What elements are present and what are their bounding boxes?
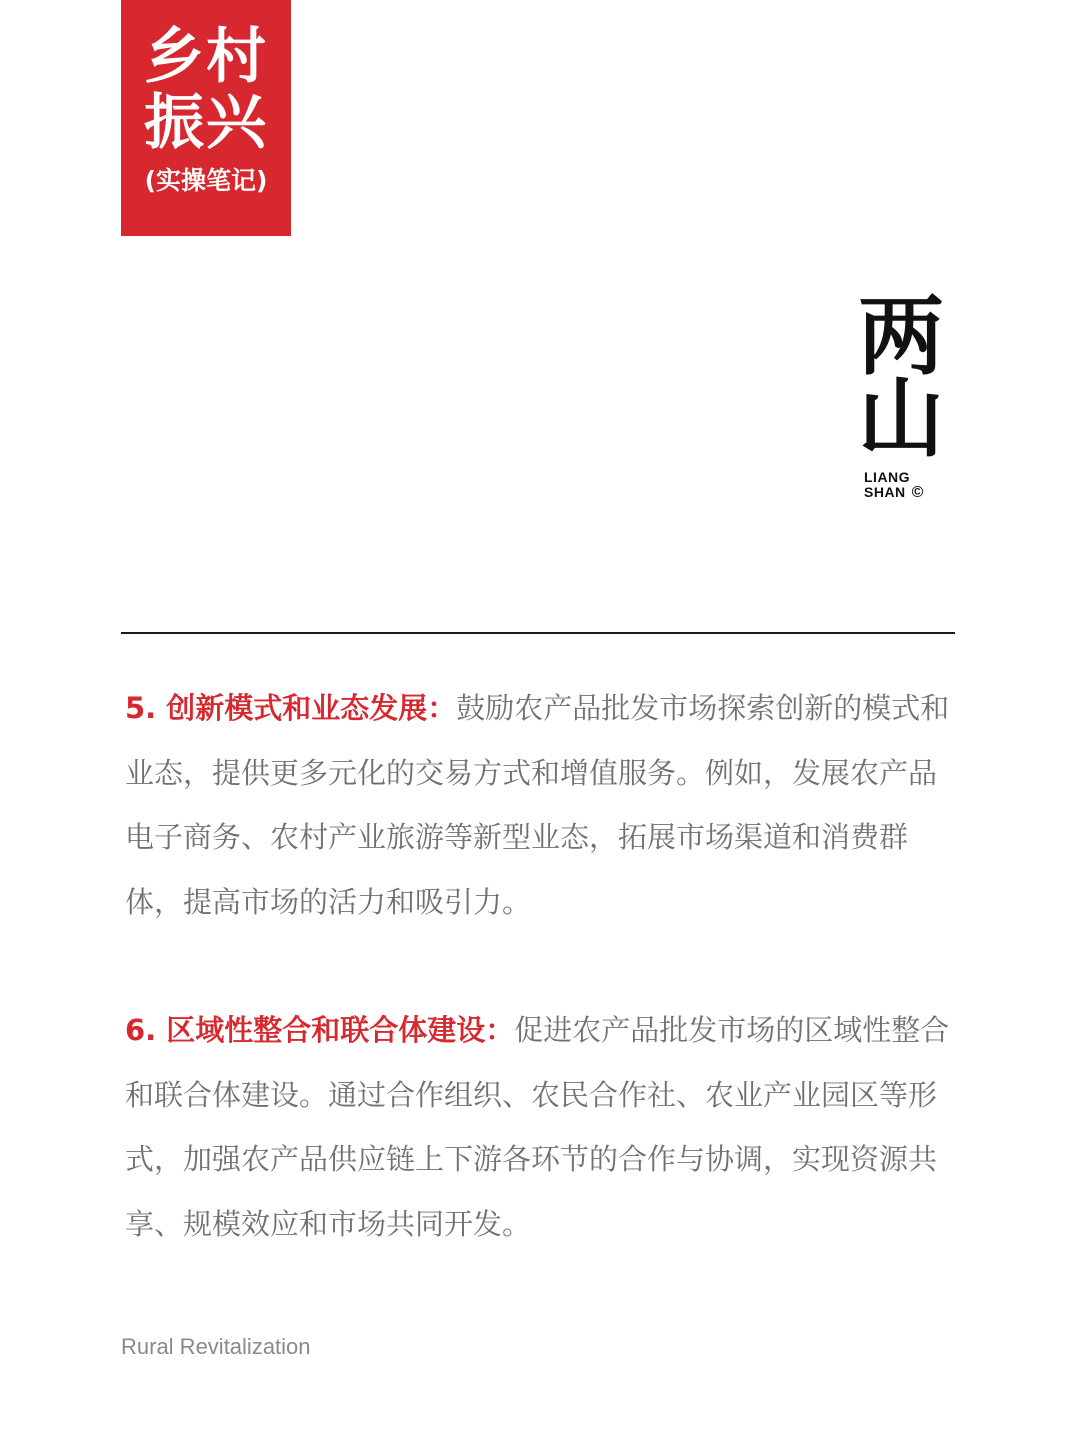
list-item bbox=[125, 998, 950, 1256]
footer-caption: Rural Revitalization bbox=[121, 1334, 311, 1359]
logo-latin bbox=[864, 470, 958, 500]
logo-latin-line1: LIANG bbox=[864, 469, 911, 485]
item-body: 促进农产品批发市场的区域性整合和联合体建设。通过合作组织、农民合作社、农业产业园区等形式，加强农产品供应链上下游各环节的合作与协调，实现资源共享、规模效应和市场共同开发。 bbox=[125, 1013, 950, 1241]
list-item bbox=[125, 676, 950, 934]
logo-latin-line2: SHAN bbox=[864, 484, 906, 500]
liangshan-logo bbox=[858, 287, 958, 501]
badge-subtitle: (实操笔记) bbox=[144, 166, 268, 195]
logo-glyph-bottom: 山 bbox=[858, 369, 944, 469]
badge-title-line1: 乡村 bbox=[144, 22, 268, 92]
badge-title-line2: 振兴 bbox=[144, 88, 268, 158]
item-body: 鼓励农产品批发市场探索创新的模式和业态，提供更多元化的交易方式和增值服务。例如，发展农产品电子商务、农村产业旅游等新型业态，拓展市场渠道和消费群体，提高市场的活力和吸引力。 bbox=[125, 691, 950, 919]
logo-glyph-top: 两 bbox=[858, 287, 944, 387]
item-heading: 5. 创新模式和业态发展： bbox=[125, 691, 457, 725]
copyright-icon: © bbox=[911, 484, 924, 501]
series-badge bbox=[121, 0, 291, 236]
section-divider bbox=[121, 632, 955, 634]
item-heading: 6. 区域性整合和联合体建设： bbox=[125, 1013, 515, 1047]
